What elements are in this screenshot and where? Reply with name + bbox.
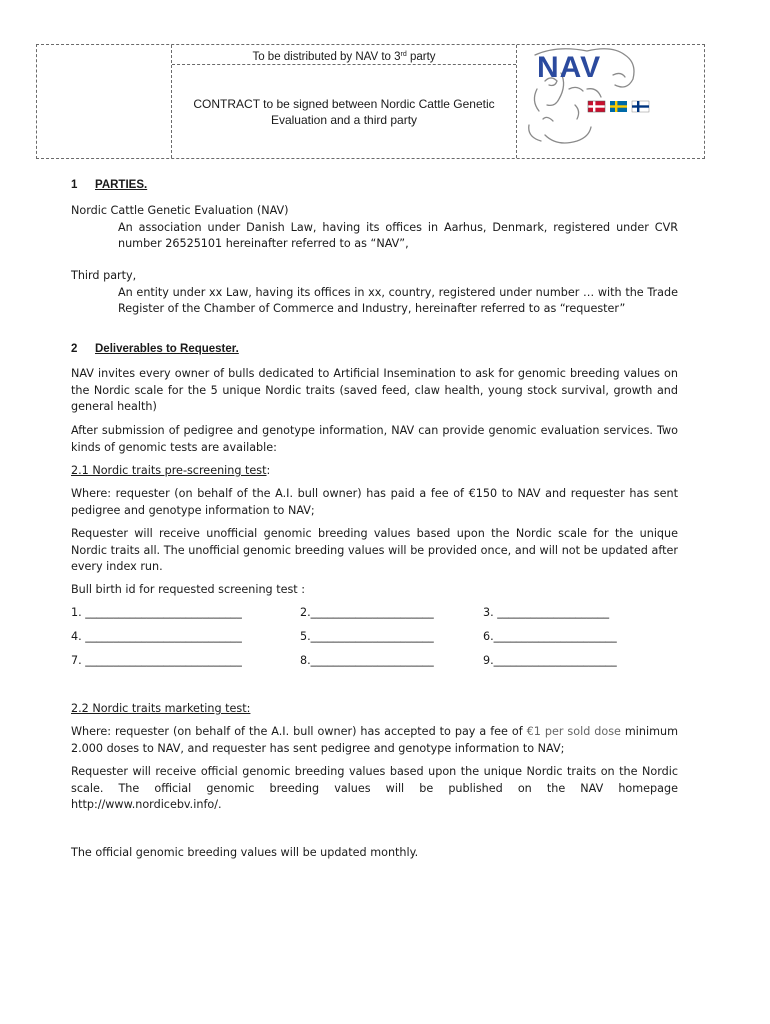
blank-row-2 bbox=[71, 630, 678, 646]
bull-id-field-4[interactable]: 4. ____________________________ bbox=[71, 630, 242, 643]
section1-number: 1 bbox=[71, 179, 78, 191]
party2-block bbox=[71, 268, 678, 318]
subsection-2-2-title: 2.2 Nordic traits marketing test: bbox=[71, 702, 251, 715]
contract-title: CONTRACT to be signed between Nordic Cattle Genetic Evaluation and a third party bbox=[193, 96, 495, 127]
bull-id-field-7[interactable]: 7. ____________________________ bbox=[71, 654, 242, 667]
header-title-cell bbox=[172, 45, 517, 158]
header-empty-cell bbox=[37, 45, 172, 158]
party2-name: Third party, bbox=[71, 269, 137, 282]
bull-id-field-5[interactable]: 5.______________________ bbox=[300, 630, 434, 643]
bull-id-label-block bbox=[71, 582, 678, 599]
marketing-fee-text-b: minimum 2.000 doses to NAV, and requester has sent pedigree and genotype information to NAV; bbox=[71, 725, 678, 755]
marketing-values-paragraph: Requester will receive official genomic breeding values based upon the unique Nordic traits on the Nordic scale. The official genomic breeding values will be published on the NAV homepage http://www.nordicebv.info/. bbox=[71, 765, 678, 811]
distribution-note: To be distributed by NAV to 3rd party bbox=[172, 45, 516, 65]
bull-id-field-6[interactable]: 6.______________________ bbox=[483, 630, 617, 643]
bull-id-field-2[interactable]: 2.______________________ bbox=[300, 606, 434, 619]
blank-row-3 bbox=[71, 654, 678, 670]
marketing-fee-text-a: Where: requester (on behalf of the A.I. bull owner) has accepted to pay a fee of bbox=[71, 725, 527, 738]
subsection-2-2-fee bbox=[71, 724, 678, 757]
prescreening-values-paragraph: Requester will receive unofficial genomic breeding values based upon the Nordic scale for the unique Nordic traits all. The unofficial genomic breeding values will be provided once, and will not be updated after every index run. bbox=[71, 527, 678, 573]
subsection-2-1-title: 2.1 Nordic traits pre-screening test bbox=[71, 464, 267, 477]
section2-number: 2 bbox=[71, 343, 78, 355]
blank-row-1 bbox=[71, 606, 678, 622]
section2-paragraph-2: After submission of pedigree and genotype information, NAV can provide genomic evaluation services. Two kinds of genomic tests are available: bbox=[71, 424, 678, 454]
party2-description: An entity under xx Law, having its offices in xx, country, registered under number … with the Trade Register of the Chamber of Commerce and Industry, hereinafter referred to as “requester” bbox=[118, 285, 678, 315]
section2-paragraph-1: NAV invites every owner of bulls dedicated to Artificial Insemination to ask for genomic breeding values on the Nordic scale for the 5 unique Nordic traits (saved feed, claw health, young stock survival, growth and general health) bbox=[71, 367, 678, 413]
header-table bbox=[36, 44, 705, 159]
section2-intro bbox=[71, 366, 678, 416]
party1-block bbox=[71, 203, 678, 253]
subsection-2-1-fee bbox=[71, 486, 678, 519]
header-logo-cell bbox=[517, 45, 704, 158]
monthly-update-block bbox=[71, 845, 678, 862]
nav-logo-icon bbox=[517, 45, 705, 158]
bull-id-field-3[interactable]: 3. ____________________ bbox=[483, 606, 610, 619]
bull-id-field-9[interactable]: 9.______________________ bbox=[483, 654, 617, 667]
subsection-2-1-colon: : bbox=[266, 464, 271, 477]
section1-title: PARTIES. bbox=[95, 179, 148, 191]
prescreening-fee-paragraph: Where: requester (on behalf of the A.I. bull owner) has paid a fee of €150 to NAV and requester has sent pedigree and genotype information to NAV; bbox=[71, 487, 678, 517]
section2-title: Deliverables to Requester. bbox=[95, 343, 239, 355]
marketing-fee-amount: €1 per sold dose bbox=[526, 725, 621, 738]
finland-flag-icon bbox=[632, 101, 649, 112]
section2-heading bbox=[71, 343, 671, 359]
subsection-2-1-heading bbox=[71, 463, 678, 480]
subsection-2-1-values bbox=[71, 526, 678, 576]
bull-id-field-8[interactable]: 8.______________________ bbox=[300, 654, 434, 667]
subsection-2-2-heading bbox=[71, 701, 678, 718]
party1-description: An association under Danish Law, having its offices in Aarhus, Denmark, registered under CVR number 26525101 hereinafter referred to as “NAV”, bbox=[118, 220, 678, 250]
section1-heading bbox=[71, 179, 671, 195]
bull-id-label: Bull birth id for requested screening test : bbox=[71, 583, 306, 596]
denmark-flag-icon bbox=[588, 101, 605, 112]
marketing-fee-paragraph bbox=[71, 724, 678, 757]
monthly-update-note: The official genomic breeding values will be updated monthly. bbox=[71, 846, 419, 859]
nav-logo-text: NAV bbox=[537, 51, 602, 84]
subsection-2-2-values bbox=[71, 764, 678, 814]
sweden-flag-icon bbox=[610, 101, 627, 112]
party1-name: Nordic Cattle Genetic Evaluation (NAV) bbox=[71, 204, 289, 217]
bull-id-field-1[interactable]: 1. ____________________________ bbox=[71, 606, 242, 619]
section2-kinds bbox=[71, 423, 678, 456]
